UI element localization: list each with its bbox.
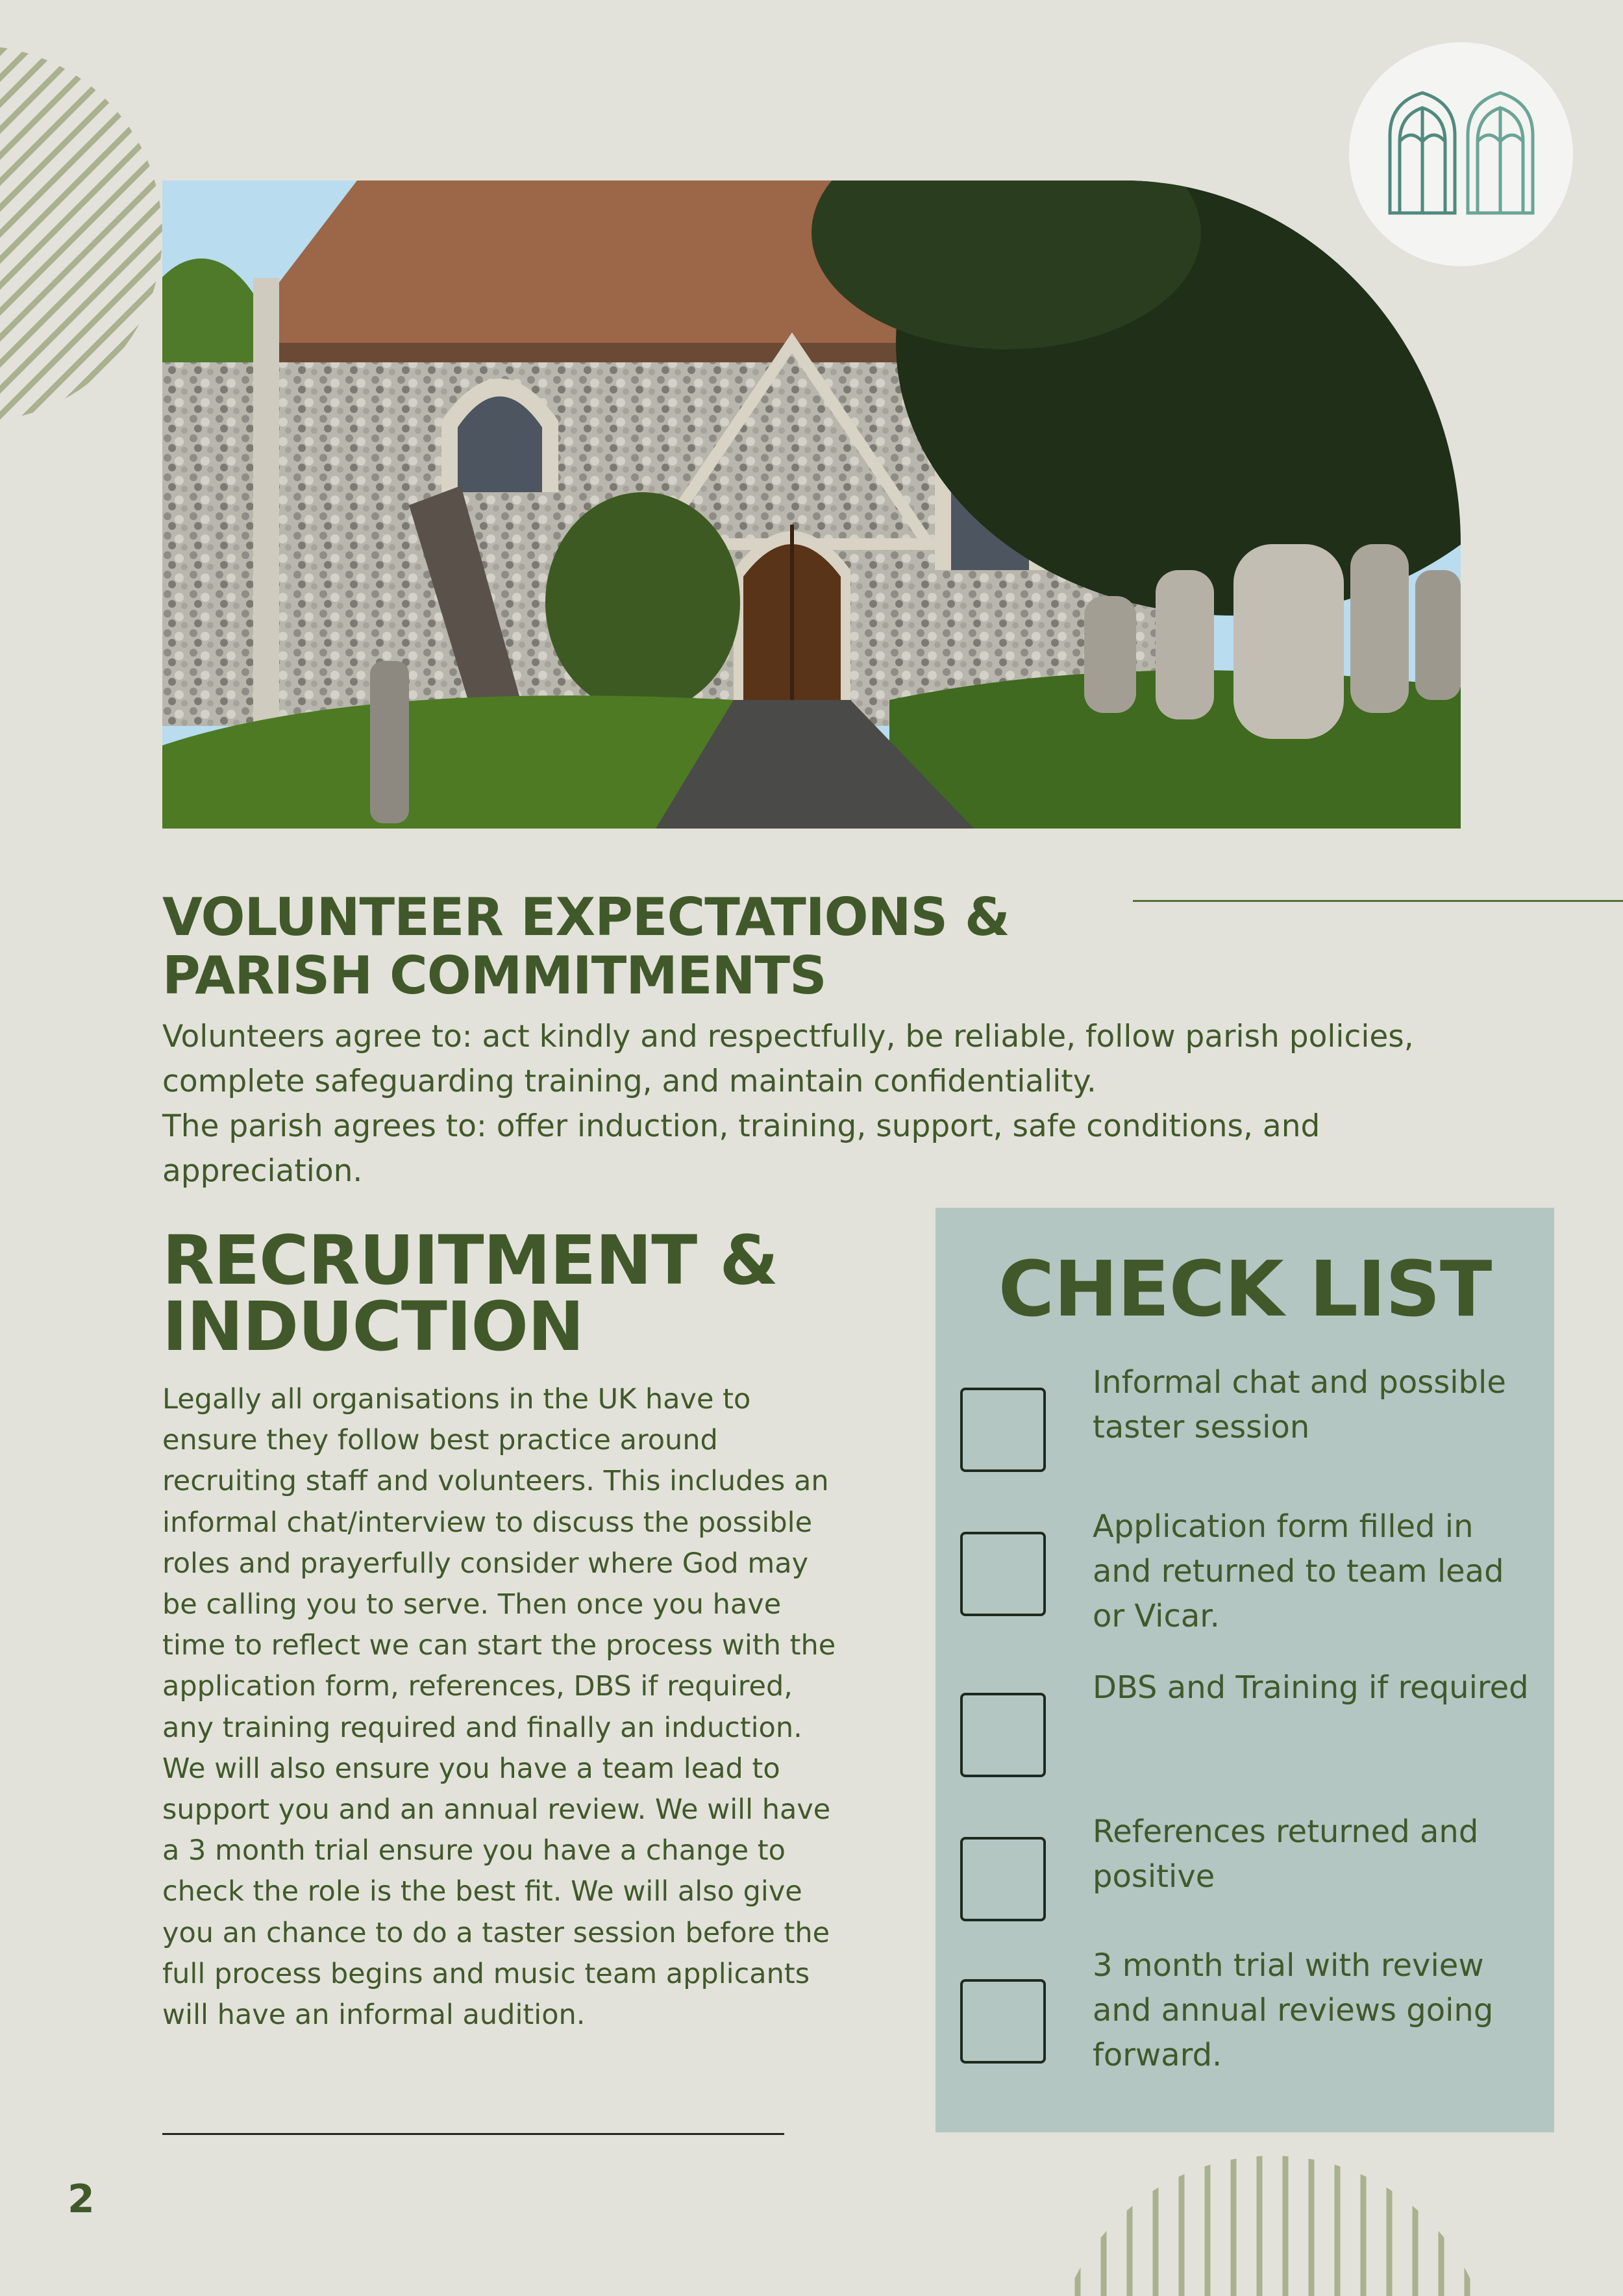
recruitment-heading [162, 1221, 909, 1366]
recruitment-underline [162, 2133, 784, 2135]
checklist-item-label: Application form filled in and returned to team lead or Vicar. [1093, 1508, 1504, 1634]
checklist-item-label: Informal chat and possible taster session [1093, 1364, 1506, 1445]
expectations-heading [162, 888, 1136, 1005]
recruitment-body: Legally all organisations in the UK have to ensure they follow best practice around recruiting staff and volunteers. This includes an informal chat/interview to discuss the possible roles and prayerfully consider where God may be calling you to serve. Then once you have time to reflect we can start the process with the application form, references, DBS if required, any training required and finally an induction. We will also ensure you have a team lead to support you and an annual review. We will have a 3 month trial ensure you have a change to check the role is the best fit. We will also give you an chance to do a taster session before the full process begins and music team applicants will have an informal audition. [162, 1383, 836, 2032]
checklist-item-label: 3 month trial with review and annual reviews going forward. [1093, 1947, 1494, 2073]
checklist-title: CHECK LIST [998, 1244, 1492, 1334]
church-photo [162, 181, 1461, 829]
checkbox[interactable] [960, 1837, 1046, 1921]
checkbox[interactable] [960, 1979, 1046, 2064]
parish-commitments-paragraph: The parish agrees to: offer induction, training, support, safe conditions, and appreciation. [162, 1108, 1320, 1189]
checklist-panel [935, 1208, 1554, 2132]
checklist-item-label: DBS and Training if required [1093, 1669, 1529, 1706]
decorative-striped-circle-top [0, 26, 162, 442]
expectations-heading-line2: PARISH COMMITMENTS [162, 945, 826, 1006]
expectations-text [162, 1014, 1428, 1193]
checklist-item-label: References returned and positive [1093, 1814, 1479, 1895]
page-number: 2 [68, 2177, 95, 2222]
gothic-windows-icon [1383, 90, 1539, 219]
recruitment-heading-line1: RECRUITMENT & [162, 1221, 778, 1300]
checkbox[interactable] [960, 1532, 1046, 1616]
expectations-heading-line1: VOLUNTEER EXPECTATIONS & [162, 887, 1010, 947]
volunteer-commitments-paragraph: Volunteers agree to: act kindly and respectfully, be reliable, follow parish policies, complete safeguarding training, and maintain confidentiality. [162, 1019, 1414, 1099]
recruitment-heading-line2: INDUCTION [162, 1287, 584, 1366]
checkbox[interactable] [960, 1388, 1046, 1472]
checkbox[interactable] [960, 1693, 1046, 1777]
parish-logo [1349, 42, 1573, 266]
section-divider-line [1133, 900, 1623, 902]
decorative-striped-circle-bottom [1039, 2143, 1506, 2296]
